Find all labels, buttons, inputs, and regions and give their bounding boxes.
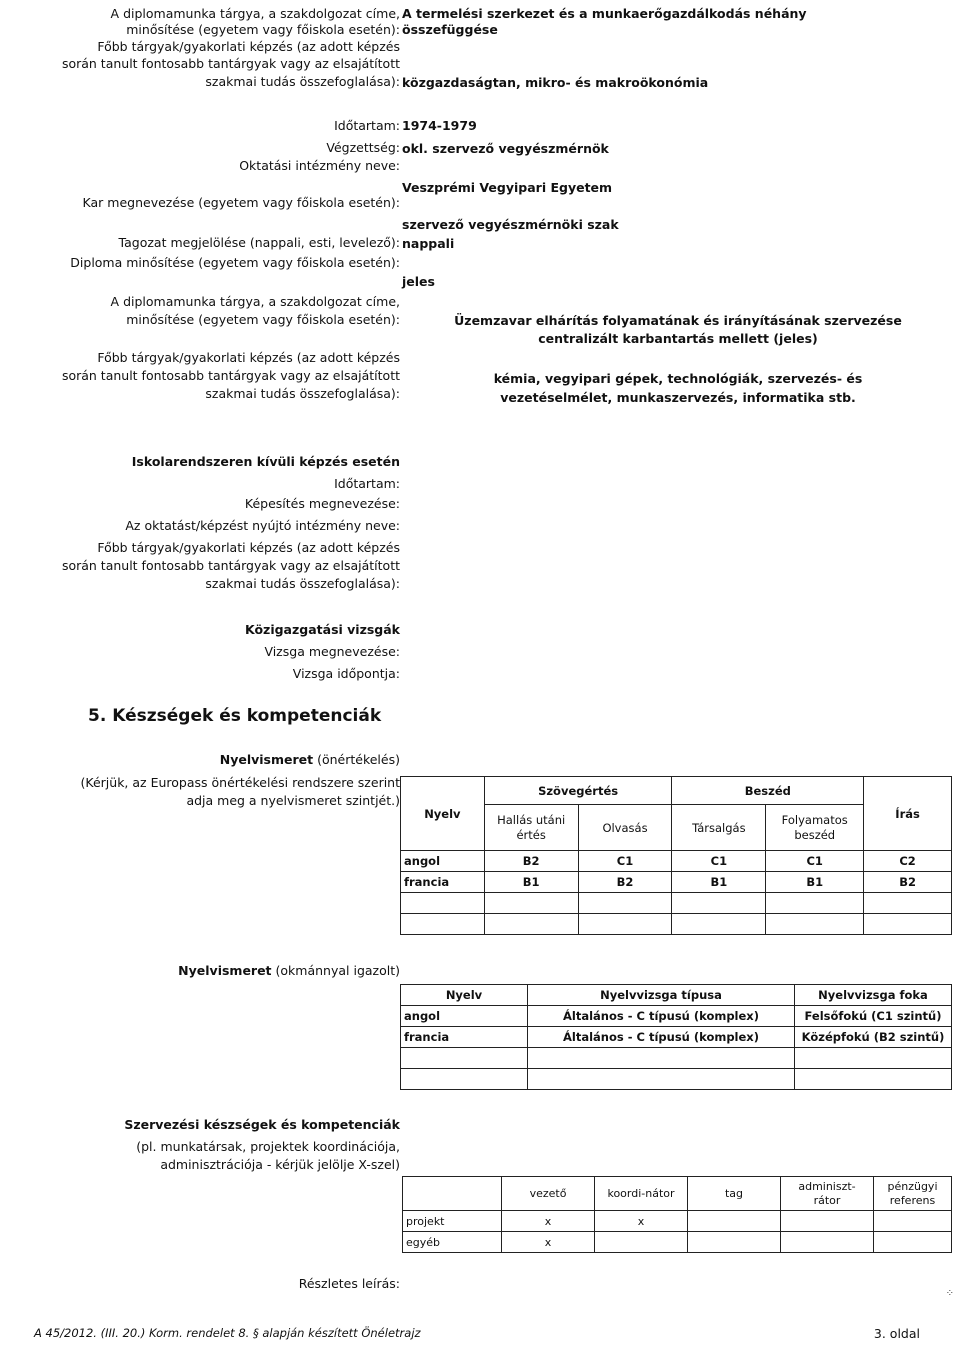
- lang-self-row-listening: B2: [484, 851, 578, 872]
- lang-cert-heading-bold: Nyelvismeret: [178, 963, 272, 978]
- edu-thesis-value-2: centralizált karbantartás mellett (jeles): [538, 331, 818, 346]
- org-skills-col-admin: [781, 1177, 874, 1211]
- edu-subjects-value-1: kémia, vegyipari gépek, technológiák, szervezés- és: [493, 371, 863, 386]
- lang-cert-col-language: Nyelv: [401, 985, 528, 1006]
- lang-self-row-production: C1: [766, 851, 864, 872]
- top-subjects-label-3: szakmai tudás összefoglalása):: [205, 74, 400, 89]
- lang-self-row-reading: C1: [578, 851, 672, 872]
- extra-duration-label: Időtartam:: [334, 476, 400, 491]
- org-skills-row-finance: [874, 1211, 952, 1232]
- edu-grade-value: jeles: [402, 274, 435, 289]
- lang-self-heading-bold: Nyelvismeret: [219, 752, 314, 767]
- extra-subjects-label-2: során tanult fontosabb tantárgyak vagy az elsajátított: [61, 558, 400, 573]
- lang-self-sub-listening: [484, 805, 578, 851]
- edu-duration-value: 1974-1979: [402, 118, 477, 133]
- scan-mark-icon: ⁘: [945, 1288, 954, 1299]
- lang-cert-heading-rest: (okmánnyal igazolt): [271, 963, 400, 978]
- edu-institution-value: Veszprémi Vegyipari Egyetem: [402, 180, 613, 195]
- org-skills-row-finance: [874, 1232, 952, 1253]
- lang-self-row-interaction: C1: [672, 851, 766, 872]
- org-skills-note-1: (pl. munkatársak, projektek koordinációja,: [136, 1139, 400, 1154]
- lang-cert-row-level: Középfokú (B2 szintű): [795, 1027, 952, 1048]
- lang-self-row-empty: [401, 893, 952, 914]
- lang-cert-row: [401, 1027, 952, 1048]
- admin-exams-heading: Közigazgatási vizsgák: [245, 622, 400, 637]
- lang-self-row-interaction: B1: [672, 872, 766, 893]
- admin-exam-name-label: Vizsga megnevezése:: [264, 644, 400, 659]
- org-skills-row-member: [688, 1211, 781, 1232]
- lang-cert-row-empty: [401, 1069, 952, 1090]
- lang-self-row-writing: C2: [864, 851, 952, 872]
- org-skills-row-leader: x: [502, 1232, 595, 1253]
- lang-self-col-speaking: Beszéd: [672, 777, 864, 805]
- section-5-title: 5. Készségek és kompetenciák: [88, 706, 382, 726]
- lang-self-note-2: adja meg a nyelvismeret szintjét.): [186, 793, 400, 808]
- lang-self-sub-production-l2: beszéd: [794, 827, 836, 842]
- lang-self-col-language: Nyelv: [401, 777, 485, 851]
- lang-self-note-1: (Kérjük, az Europass önértékelési rendszere szerint: [80, 775, 400, 790]
- org-skills-col-coordinator: koordi-nátor: [595, 1177, 688, 1211]
- edu-institution-label: Oktatási intézmény neve:: [239, 158, 400, 173]
- top-thesis-label-2: minősítése (egyetem vagy főiskola esetén):: [126, 22, 400, 37]
- org-skills-col-leader: vezető: [502, 1177, 595, 1211]
- lang-cert-row-level: Felsőfokú (C1 szintű): [795, 1006, 952, 1027]
- lang-cert-row-lang: angol: [401, 1006, 528, 1027]
- edu-mode-value: nappali: [402, 236, 455, 251]
- lang-self-row-listening: B1: [484, 872, 578, 893]
- lang-cert-row: [401, 1006, 952, 1027]
- lang-self-sub-listening-l2: értés: [516, 827, 546, 842]
- edu-faculty-label: Kar megnevezése (egyetem vagy főiskola esetén):: [82, 195, 400, 210]
- lang-self-sub-production: [766, 805, 864, 851]
- lang-cert-col-level: Nyelvvizsga foka: [795, 985, 952, 1006]
- org-skills-row-name: egyéb: [403, 1232, 502, 1253]
- lang-cert-table: [400, 984, 952, 1090]
- org-skills-heading: Szervezési készségek és kompetenciák: [124, 1117, 400, 1132]
- edu-duration-label: Időtartam:: [334, 118, 400, 133]
- lang-cert-row-type: Általános - C típusú (komplex): [528, 1027, 795, 1048]
- lang-self-col-writing: Írás: [864, 777, 952, 851]
- top-thesis-value-2: összefüggése: [402, 22, 498, 37]
- top-thesis-value-1: A termelési szerkezet és a munkaerőgazdálkodás néhány: [402, 6, 807, 21]
- org-skills-details-label: Részletes leírás:: [298, 1276, 400, 1291]
- lang-self-sub-interaction: Társalgás: [672, 805, 766, 851]
- footer-left: A 45/2012. (III. 20.) Korm. rendelet 8. § alapján készített Önéletrajz: [34, 1326, 421, 1340]
- lang-self-row: [401, 872, 952, 893]
- lang-self-table: [400, 776, 952, 935]
- top-thesis-label-1: A diplomamunka tárgya, a szakdolgozat címe,: [110, 6, 400, 21]
- org-skills-row-name: projekt: [403, 1211, 502, 1232]
- edu-faculty-value: szervező vegyészmérnöki szak: [402, 217, 619, 232]
- admin-exam-date-label: Vizsga időpontja:: [292, 666, 400, 681]
- org-skills-note-2: adminisztrációja - kérjük jelölje X-szel): [160, 1157, 400, 1172]
- lang-self-row-empty: [401, 914, 952, 935]
- edu-subjects-label-1: Főbb tárgyak/gyakorlati képzés (az adott képzés: [97, 350, 400, 365]
- extra-subjects-label-1: Főbb tárgyak/gyakorlati képzés (az adott képzés: [97, 540, 400, 555]
- org-skills-row-admin: [781, 1232, 874, 1253]
- lang-self-heading: [220, 752, 400, 767]
- edu-degree-value: okl. szervező vegyészmérnök: [402, 141, 609, 156]
- extra-provider-label: Az oktatást/képzést nyújtó intézmény neve:: [125, 518, 400, 533]
- lang-self-row-lang: francia: [401, 872, 485, 893]
- org-skills-row-leader: x: [502, 1211, 595, 1232]
- edu-subjects-value-2: vezetéselmélet, munkaszervezés, informatika stb.: [500, 390, 856, 405]
- edu-grade-label: Diploma minősítése (egyetem vagy főiskola esetén):: [70, 255, 400, 270]
- org-skills-row: [403, 1232, 952, 1253]
- lang-cert-row-empty: [401, 1048, 952, 1069]
- lang-cert-row-type: Általános - C típusú (komplex): [528, 1006, 795, 1027]
- extra-qualification-label: Képesítés megnevezése:: [244, 496, 400, 511]
- page-number: 3. oldal: [873, 1326, 920, 1341]
- lang-self-sub-reading: Olvasás: [578, 805, 672, 851]
- edu-subjects-label-2: során tanult fontosabb tantárgyak vagy az elsajátított: [61, 368, 400, 383]
- lang-self-row-production: B1: [766, 872, 864, 893]
- lang-self-row-lang: angol: [401, 851, 485, 872]
- org-skills-row-admin: [781, 1211, 874, 1232]
- org-skills-row: [403, 1211, 952, 1232]
- lang-self-heading-rest: (önértékelés): [313, 752, 400, 767]
- org-skills-col-finance-l1: pénzügyi: [887, 1179, 938, 1193]
- lang-self-row: [401, 851, 952, 872]
- lang-self-row-writing: B2: [864, 872, 952, 893]
- edu-thesis-label-2: minősítése (egyetem vagy főiskola esetén):: [126, 312, 400, 327]
- org-skills-row-member: [688, 1232, 781, 1253]
- edu-thesis-value-1: Üzemzavar elhárítás folyamatának és irányításának szervezése: [454, 313, 902, 328]
- org-skills-col-finance: [874, 1177, 952, 1211]
- lang-self-sub-listening-l1: Hallás utáni: [497, 812, 566, 827]
- lang-self-row-reading: B2: [578, 872, 672, 893]
- org-skills-col-finance-l2: referens: [889, 1193, 936, 1207]
- top-subjects-label-1: Főbb tárgyak/gyakorlati képzés (az adott képzés: [97, 39, 400, 54]
- org-skills-corner: [403, 1177, 502, 1211]
- org-skills-row-coordinator: [595, 1232, 688, 1253]
- edu-mode-label: Tagozat megjelölése (nappali, esti, levelező):: [118, 235, 400, 250]
- lang-cert-row-lang: francia: [401, 1027, 528, 1048]
- edu-subjects-label-3: szakmai tudás összefoglalása):: [205, 386, 400, 401]
- org-skills-table: [402, 1176, 952, 1253]
- org-skills-col-admin-l1: adminiszt-: [798, 1179, 856, 1193]
- top-subjects-label-2: során tanult fontosabb tantárgyak vagy az elsajátított: [61, 56, 400, 71]
- extra-training-heading: Iskolarendszeren kívüli képzés esetén: [131, 454, 400, 469]
- top-subjects-value: közgazdaságtan, mikro- és makroökonómia: [402, 75, 709, 90]
- lang-cert-heading: [178, 963, 400, 978]
- edu-degree-label: Végzettség:: [326, 140, 400, 155]
- org-skills-row-coordinator: x: [595, 1211, 688, 1232]
- lang-self-col-understanding: Szövegértés: [484, 777, 672, 805]
- extra-subjects-label-3: szakmai tudás összefoglalása):: [205, 576, 400, 591]
- edu-thesis-label-1: A diplomamunka tárgya, a szakdolgozat címe,: [110, 294, 400, 309]
- lang-self-sub-production-l1: Folyamatos: [781, 812, 848, 827]
- org-skills-col-admin-l2: rátor: [813, 1193, 841, 1207]
- lang-cert-col-type: Nyelvvizsga típusa: [528, 985, 795, 1006]
- org-skills-col-member: tag: [688, 1177, 781, 1211]
